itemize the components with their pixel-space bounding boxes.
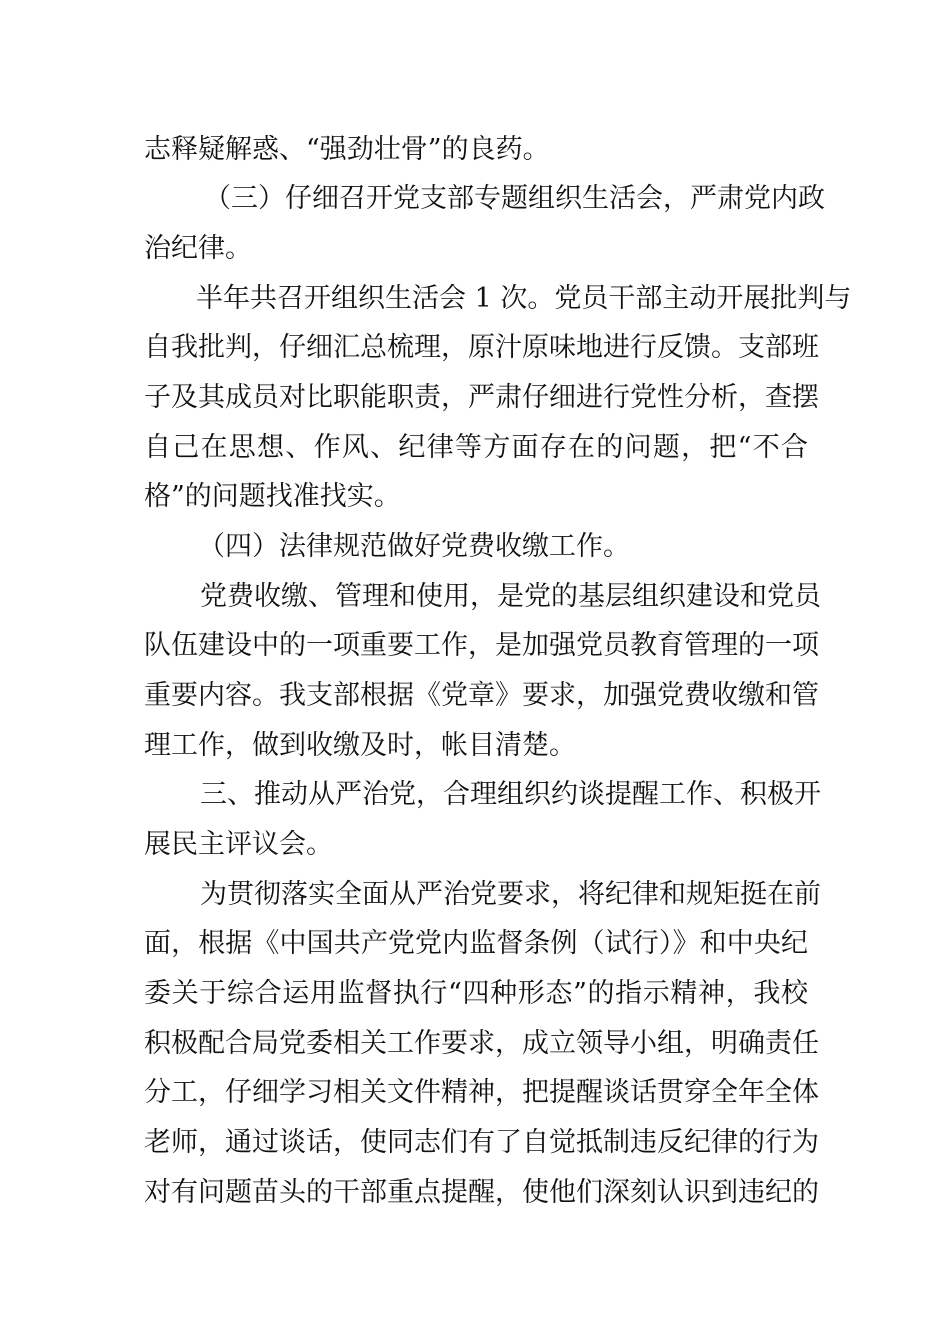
text-line: 半年共召开组织生活会 1 次。党员干部主动开展批判与 (196, 283, 852, 314)
text-line: 对有问题苗头的干部重点提醒，使他们深刻认识到违纪的 (144, 1177, 819, 1208)
text-line: （三）仔细召开党支部专题组织生活会，严肃党内政 (204, 183, 825, 214)
text-line: 重要内容。我支部根据《党章》要求，加强党费收缴和管 (144, 680, 819, 711)
text-line: 老师，通过谈话，使同志们有了自觉抵制违反纪律的行为 (144, 1127, 819, 1158)
text-line: 三、推动从严治党，合理组织约谈提醒工作、积极开 (200, 779, 821, 810)
text-line: 为贯彻落实全面从严治党要求，将纪律和规矩挺在前 (200, 879, 821, 910)
text-line: 格”的问题找准找实。 (144, 481, 401, 512)
text-line: 积极配合局党委相关工作要求，成立领导小组，明确责任 (144, 1028, 819, 1059)
text-line: 理工作，做到收缴及时，帐目清楚。 (144, 730, 576, 761)
text-line: 党费收缴、管理和使用，是党的基层组织建设和党员 (200, 581, 821, 612)
text-line: 面，根据《中国共产党党内监督条例（试行）》和中央纪 (144, 928, 808, 959)
text-line: 治纪律。 (144, 233, 252, 264)
text-line: 展民主评议会。 (144, 829, 333, 860)
text-line: 分工，仔细学习相关文件精神，把提醒谈话贯穿全年全体 (144, 1077, 819, 1108)
text-line: 自己在思想、作风、纪律等方面存在的问题，把“不合 (144, 432, 808, 463)
text-line: 委关于综合运用监督执行“四种形态”的指示精神，我校 (144, 978, 808, 1009)
text-line: 队伍建设中的一项重要工作，是加强党员教育管理的一项 (144, 630, 819, 661)
text-line: （四）法律规范做好党费收缴工作。 (198, 531, 630, 562)
text-line: 志释疑解惑、“强劲壮骨”的良药。 (144, 134, 550, 165)
text-line: 子及其成员对比职能职责，严肃仔细进行党性分析，查摆 (144, 382, 819, 413)
text-line: 自我批判，仔细汇总梳理，原汁原味地进行反馈。支部班 (144, 332, 819, 363)
